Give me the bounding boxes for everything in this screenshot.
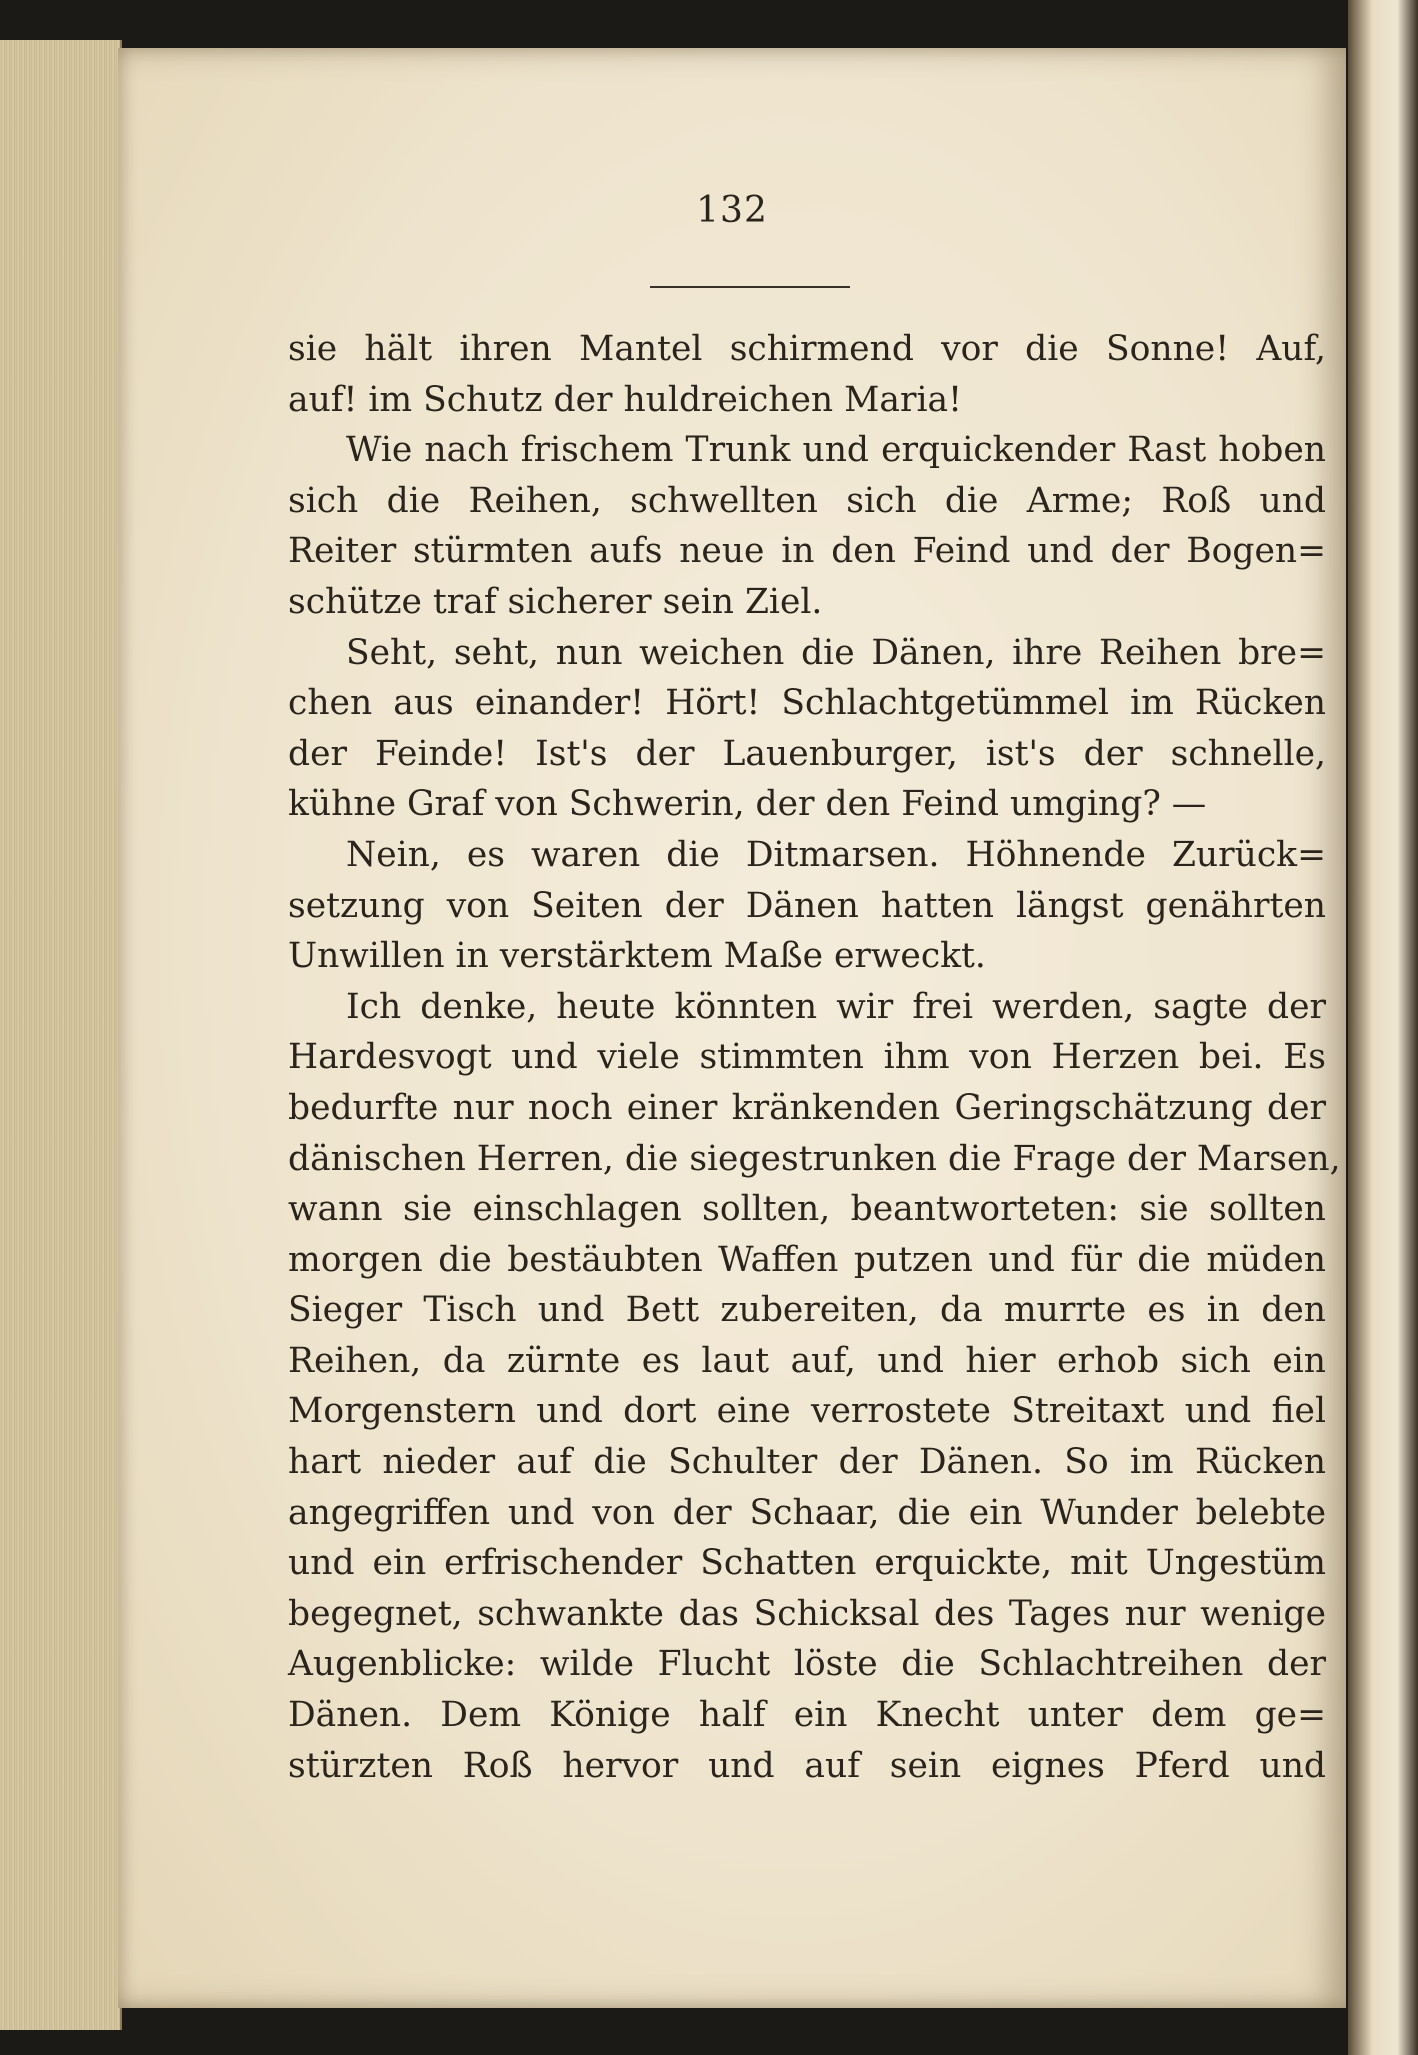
text-line: auf! im Schutz der huldreichen Maria! — [288, 379, 962, 420]
text-line: Sieger Tisch und Bett zubereiten, da murrte es in den — [288, 1290, 1326, 1331]
text-line: Seht, seht, nun weichen die Dänen, ihre Reihen bre= — [346, 632, 1326, 673]
text-line: chen aus einander! Hört! Schlachtgetümmel im Rücken — [288, 683, 1326, 724]
text-line: Reiter stürmten aufs neue in den Feind und der Bogen= — [288, 531, 1326, 572]
text-line: hart nieder auf die Schulter der Dänen. So im Rücken — [288, 1442, 1326, 1483]
text-line: Hardesvogt und viele stimmten ihm von Herzen bei. Es — [288, 1037, 1326, 1078]
text-line: sie hält ihren Mantel schirmend vor die Sonne! Auf, — [288, 329, 1326, 369]
book-page — [118, 48, 1346, 2008]
text-line: Nein, es waren die Ditmarsen. Höhnende Zurück= — [346, 834, 1326, 875]
text-line: setzung von Seiten der Dänen hatten längst genährten — [288, 885, 1326, 926]
text-line: stürzten Roß hervor und auf sein eignes Pferd und — [288, 1745, 1326, 1786]
text-line: Reihen, da zürnte es laut auf, und hier erhob sich ein — [288, 1340, 1326, 1381]
text-line: Morgenstern und dort eine verrostete Streitaxt und fiel — [288, 1391, 1326, 1432]
page-number: 132 — [696, 190, 768, 231]
text-line: der Feinde! Ist's der Lauenburger, ist's der schnelle, — [288, 733, 1326, 774]
text-line: wann sie einschlagen sollten, beantworteten: sie sollten — [288, 1189, 1326, 1230]
text-line: Augenblicke: wilde Flucht löste die Schlachtreihen der — [288, 1644, 1326, 1685]
facing-page-edge — [1348, 0, 1418, 2055]
text-line: und ein erfrischender Schatten erquickte, mit Ungestüm — [288, 1543, 1326, 1584]
text-line: schütze traf sicherer sein Ziel. — [288, 581, 823, 622]
text-line: Dänen. Dem Könige half ein Knecht unter dem ge= — [288, 1695, 1326, 1736]
text-line: morgen die bestäubten Waffen putzen und für die müden — [288, 1239, 1326, 1280]
page-body-text — [288, 324, 1341, 1791]
text-line: angegriffen und von der Schaar, die ein Wunder belebte — [288, 1492, 1326, 1533]
header-rule — [650, 286, 850, 288]
text-line: kühne Graf von Schwerin, der den Feind umging? — — [288, 784, 1207, 825]
text-line: Wie nach frischem Trunk und erquickender Rast hoben — [346, 430, 1326, 471]
text-line: bedurfte nur noch einer kränkenden Geringschätzung der — [288, 1087, 1326, 1128]
text-line: dänischen Herren, die siegestrunken die Frage der Marsen, — [288, 1138, 1341, 1179]
text-line: begegnet, schwankte das Schicksal des Tages nur wenige — [288, 1593, 1326, 1634]
text-line: sich die Reihen, schwellten sich die Arme; Roß und — [288, 480, 1326, 521]
text-line: Ich denke, heute könnten wir frei werden, sagte der — [346, 986, 1326, 1027]
page-stack-edge — [0, 40, 122, 2030]
text-line: Unwillen in verstärktem Maße erweckt. — [288, 936, 986, 977]
